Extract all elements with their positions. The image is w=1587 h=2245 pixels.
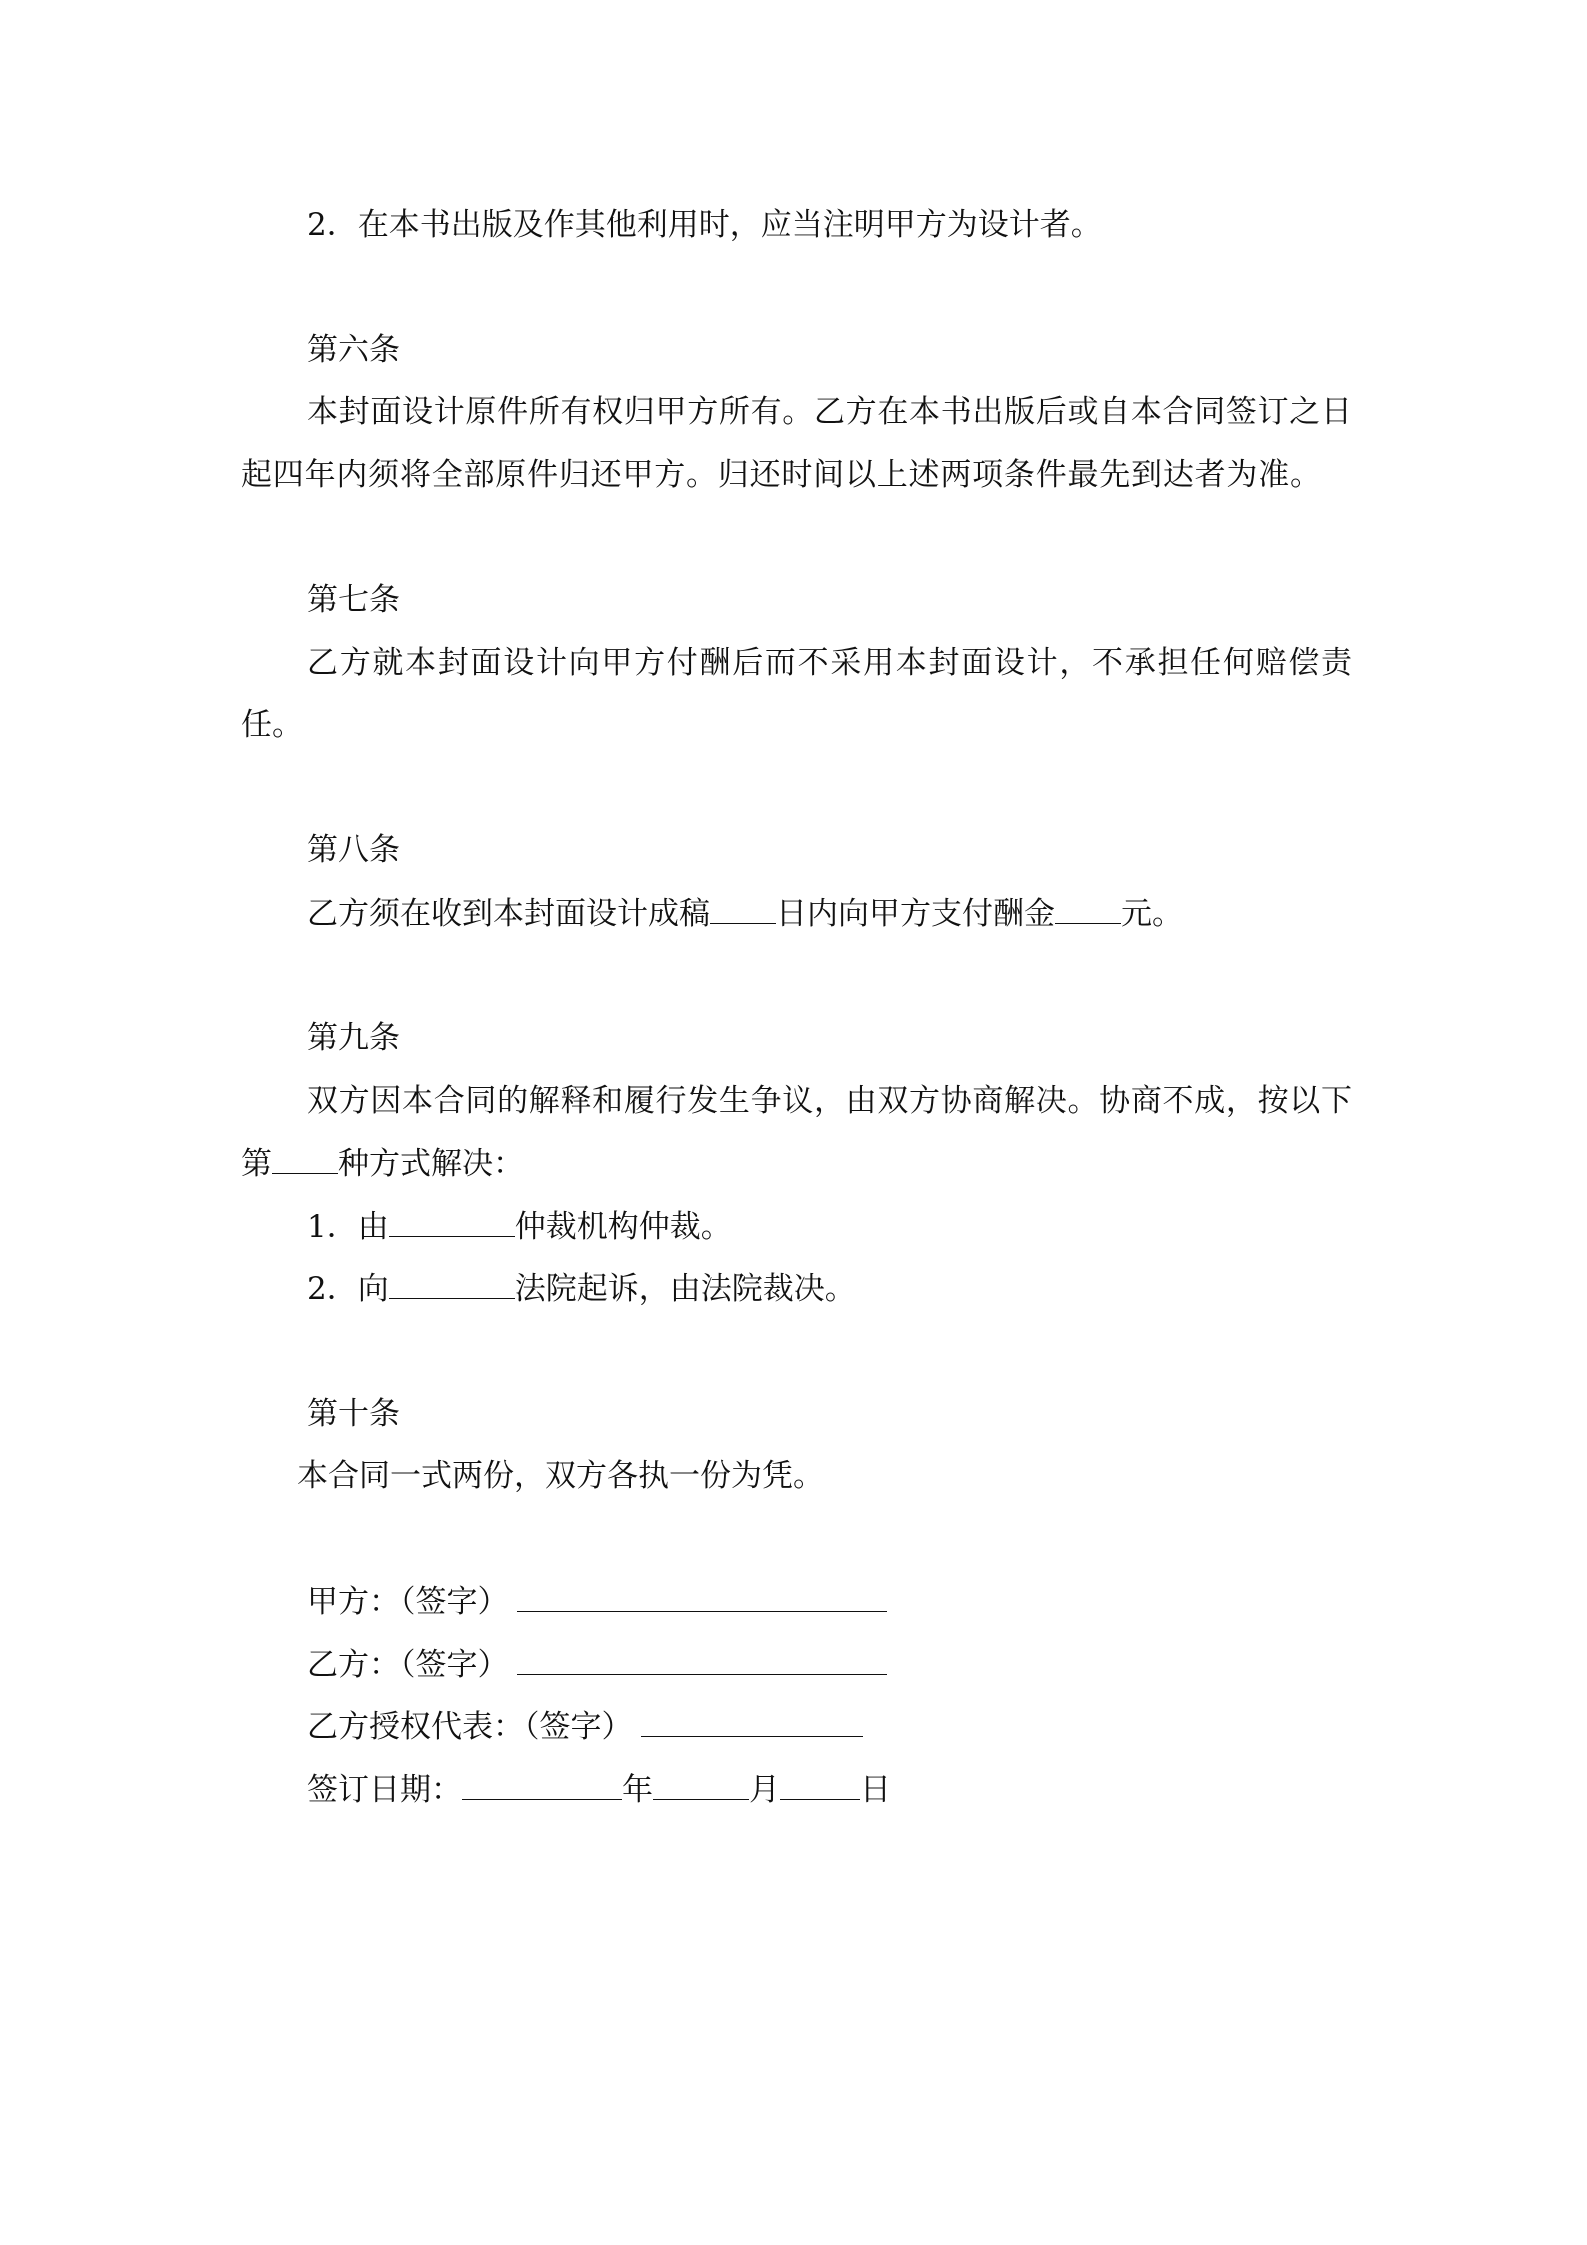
day-label: 日 <box>860 1772 891 1808</box>
year-label: 年 <box>622 1772 653 1808</box>
month-label: 月 <box>749 1772 780 1808</box>
article-6-line-2: 起四年内须将全部原件归还甲方。归还时间以上述两项条件最先到达者为准。 <box>241 457 1321 493</box>
option-1-a: 1．由 <box>307 1209 389 1245</box>
arbitration-blank[interactable] <box>389 1206 515 1237</box>
party-b-rep-label: 乙方授权代表：（签字） <box>307 1709 633 1745</box>
party-b-rep-signature <box>307 1706 863 1747</box>
days-blank[interactable] <box>710 893 776 924</box>
article-6-line-1: 本封面设计原件所有权归甲方所有。乙方在本书出版后或自本合同签订之日 <box>307 394 1352 430</box>
party-a-signature-blank[interactable] <box>517 1581 887 1612</box>
article-8-text-c: 元。 <box>1121 896 1183 932</box>
article-9-option-1 <box>307 1206 732 1247</box>
party-b-label: 乙方：（签字） <box>307 1647 509 1683</box>
option-1-b: 仲裁机构仲裁。 <box>514 1209 732 1245</box>
clause-5-item-2: 2．在本书出版及作其他利用时，应当注明甲方为设计者。 <box>307 207 1102 243</box>
option-2-b: 法院起诉，由法院裁决。 <box>514 1271 856 1307</box>
court-blank[interactable] <box>389 1268 515 1299</box>
article-8-text-b: 日内向甲方支付酬金 <box>776 896 1055 932</box>
article-7-line-2: 任。 <box>241 707 303 743</box>
date-label: 签订日期： <box>307 1772 462 1808</box>
article-8-text-a: 乙方须在收到本封面设计成稿 <box>307 896 710 932</box>
article-10-text: 本合同一式两份，双方各执一份为凭。 <box>297 1458 824 1494</box>
party-b-rep-signature-blank[interactable] <box>641 1706 863 1737</box>
day-blank[interactable] <box>780 1769 860 1800</box>
article-7-line-1: 乙方就本封面设计向甲方付酬后而不采用本封面设计，不承担任何赔偿责 <box>307 645 1352 681</box>
article-9-line-2-a: 第 <box>241 1146 272 1182</box>
article-9-line-2-b: 种方式解决： <box>338 1146 524 1182</box>
article-6-title: 第六条 <box>307 332 400 368</box>
party-a-signature <box>307 1581 887 1622</box>
article-8-text <box>307 893 1183 934</box>
article-9-option-2 <box>307 1268 856 1309</box>
party-b-signature <box>307 1644 887 1685</box>
signing-date <box>307 1769 891 1810</box>
article-9-title: 第九条 <box>307 1020 400 1056</box>
article-9-line-2 <box>241 1143 524 1184</box>
amount-blank[interactable] <box>1055 893 1121 924</box>
article-10-title: 第十条 <box>307 1396 400 1432</box>
year-blank[interactable] <box>462 1769 622 1800</box>
article-8-title: 第八条 <box>307 832 400 868</box>
article-9-line-1: 双方因本合同的解释和履行发生争议，由双方协商解决。协商不成，按以下 <box>307 1083 1352 1119</box>
party-b-signature-blank[interactable] <box>517 1644 887 1675</box>
month-blank[interactable] <box>653 1769 749 1800</box>
option-2-a: 2．向 <box>307 1271 389 1307</box>
article-7-title: 第七条 <box>307 582 400 618</box>
method-blank[interactable] <box>272 1143 338 1174</box>
party-a-label: 甲方：（签字） <box>307 1584 509 1620</box>
